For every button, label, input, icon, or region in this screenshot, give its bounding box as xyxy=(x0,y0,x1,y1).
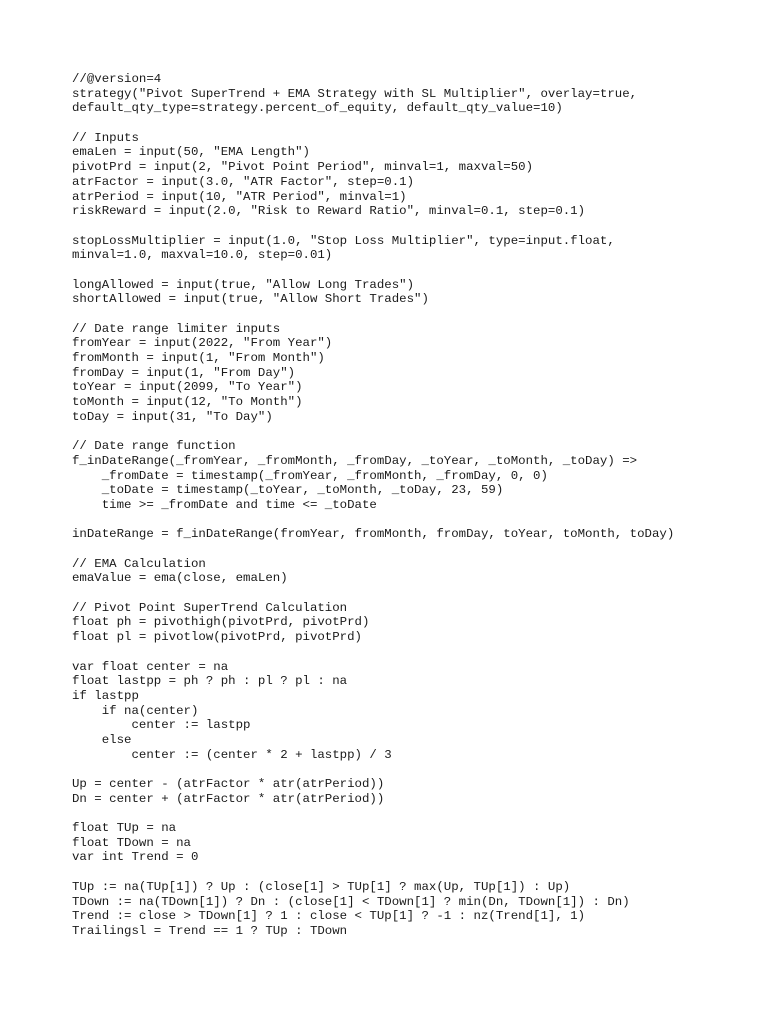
code-line: Up = center - (atrFactor * atr(atrPeriod)) xyxy=(72,777,385,791)
code-line: toMonth = input(12, "To Month") xyxy=(72,395,303,410)
code-line: toYear = input(2099, "To Year") xyxy=(72,380,303,395)
code-line: float pl = pivotlow(pivotPrd, pivotPrd) xyxy=(72,630,362,645)
code-line: float ph = pivothigh(pivotPrd, pivotPrd) xyxy=(72,615,370,630)
code-line: if lastpp xyxy=(72,688,139,703)
code-line: Dn = center + (atrFactor * atr(atrPeriod)) xyxy=(72,791,385,806)
code-line: stopLossMultiplier = input(1.0, "Stop Loss Multiplier", type=input.float, xyxy=(72,233,615,248)
code-line: float lastpp = ph ? ph : pl ? pl : na xyxy=(72,674,348,689)
code-line: riskReward = input(2.0, "Risk to Reward Ratio", minval=0.1, step=0.1) xyxy=(72,204,586,219)
code-line: float TDown = na xyxy=(72,835,191,850)
code-line: longAllowed = input(true, "Allow Long Trades") xyxy=(72,277,415,292)
code-line xyxy=(72,645,752,660)
code-line: // EMA Calculation xyxy=(72,556,206,571)
code-line: strategy("Pivot SuperTrend + EMA Strategy with SL Multiplier", overlay=true, xyxy=(72,86,638,101)
code-line: Trailingsl = Trend == 1 ? TUp : TDown xyxy=(72,923,348,938)
code-line: toDay = input(31, "To Day") xyxy=(72,409,273,424)
code-line: if na(center) xyxy=(72,703,199,718)
code-listing xyxy=(72,72,752,939)
code-line: // Inputs xyxy=(72,130,139,145)
code-line: center := (center * 2 + lastpp) / 3 xyxy=(72,747,392,762)
code-line xyxy=(72,762,752,777)
code-line: minval=1.0, maxval=10.0, step=0.01) xyxy=(72,248,333,263)
code-line: atrPeriod = input(10, "ATR Period", minval=1) xyxy=(72,189,407,204)
code-line: Trend := close > TDown[1] ? 1 : close < TUp[1] ? -1 : nz(Trend[1], 1) xyxy=(72,909,586,924)
code-line: default_qty_type=strategy.percent_of_equity, default_qty_value=10) xyxy=(72,101,563,116)
code-line: pivotPrd = input(2, "Pivot Point Period", minval=1, maxval=50) xyxy=(72,160,534,175)
code-line xyxy=(72,307,752,322)
code-line: // Date range limiter inputs xyxy=(72,321,281,336)
code-line: // Date range function xyxy=(72,439,236,454)
code-line: _toDate = timestamp(_toYear, _toMonth, _toDay, 23, 59) xyxy=(72,483,504,498)
code-line xyxy=(72,513,752,528)
code-line xyxy=(72,263,752,278)
code-line xyxy=(72,425,752,440)
code-line xyxy=(72,542,752,557)
code-line xyxy=(72,586,752,601)
code-line: emaValue = ema(close, emaLen) xyxy=(72,571,288,586)
code-line: TDown := na(TDown[1]) ? Dn : (close[1] < TDown[1] ? min(Dn, TDown[1]) : Dn) xyxy=(72,894,630,909)
code-line: var float center = na xyxy=(72,659,229,674)
code-line xyxy=(72,865,752,880)
code-line: atrFactor = input(3.0, "ATR Factor", step=0.1) xyxy=(72,174,415,189)
code-line: _fromDate = timestamp(_fromYear, _fromMonth, _fromDay, 0, 0) xyxy=(72,468,548,483)
code-line: inDateRange = f_inDateRange(fromYear, fromMonth, fromDay, toYear, toMonth, toDay) xyxy=(72,527,675,542)
code-line: fromDay = input(1, "From Day") xyxy=(72,365,296,380)
code-line: // Pivot Point SuperTrend Calculation xyxy=(72,600,348,615)
code-line: center := lastpp xyxy=(72,718,251,733)
code-line: shortAllowed = input(true, "Allow Short Trades") xyxy=(72,292,429,307)
code-line: time >= _fromDate and time <= _toDate xyxy=(72,497,377,512)
code-line: fromYear = input(2022, "From Year") xyxy=(72,336,333,351)
code-line: //@version=4 xyxy=(72,72,162,86)
code-line: float TUp = na xyxy=(72,821,177,836)
code-line: else xyxy=(72,732,132,747)
code-line: fromMonth = input(1, "From Month") xyxy=(72,351,325,366)
code-line: f_inDateRange(_fromYear, _fromMonth, _fromDay, _toYear, _toMonth, _toDay) => xyxy=(72,453,638,468)
code-line xyxy=(72,219,752,234)
code-line xyxy=(72,806,752,821)
code-line: var int Trend = 0 xyxy=(72,850,199,865)
code-line: emaLen = input(50, "EMA Length") xyxy=(72,145,310,160)
code-line xyxy=(72,116,752,131)
code-line: TUp := na(TUp[1]) ? Up : (close[1] > TUp[1] ? max(Up, TUp[1]) : Up) xyxy=(72,879,571,894)
